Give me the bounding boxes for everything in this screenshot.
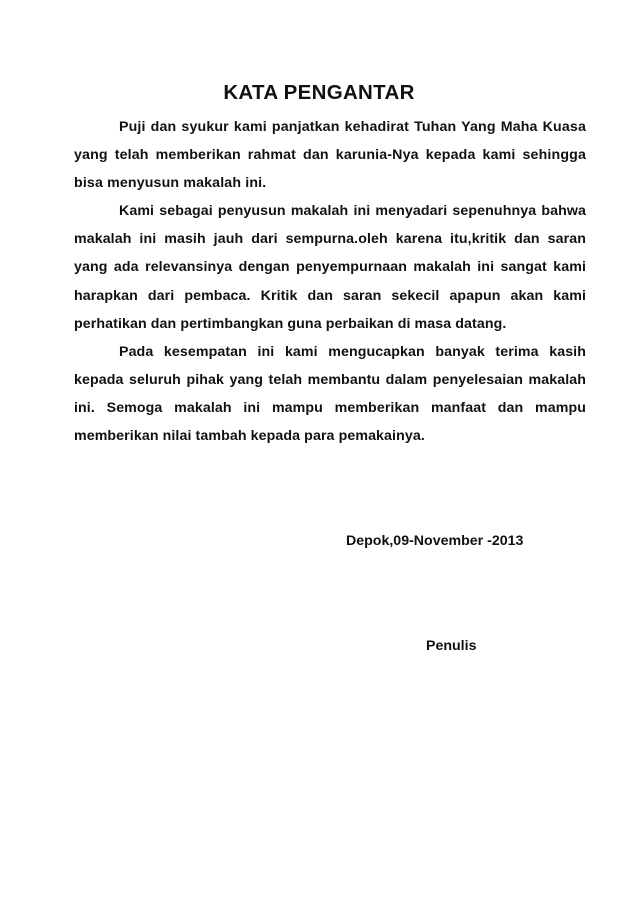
paragraph-1: Puji dan syukur kami panjatkan kehadirat Tuhan Yang Maha Kuasa yang telah memberikan rahmat dan karunia-Nya kepada kami sehingga bisa menyusun makalah ini. — [74, 119, 586, 192]
document-body — [74, 113, 586, 450]
author-signature: Penulis — [426, 638, 477, 654]
place-date: Depok,09-November -2013 — [346, 533, 524, 549]
paragraph-3: Pada kesempatan ini kami mengucapkan banyak terima kasih kepada seluruh pihak yang telah membantu dalam penyelesaian makalah ini. Semoga makalah ini mampu memberikan manfaat dan mampu memberikan nilai tambah kepada para pemakainya. — [74, 343, 586, 445]
page-title: KATA PENGANTAR — [223, 81, 415, 104]
paragraph-2: Kami sebagai penyusun makalah ini menyadari sepenuhnya bahwa makalah ini masih jauh dari sempurna.oleh karena itu,kritik dan saran yang ada relevansinya dengan penyempurnaan makalah ini sangat kami harapkan dari pembaca. Kritik dan saran sekecil apapun akan kami perhatikan dan pertimbangkan guna perbaikan di masa datang. — [74, 203, 586, 332]
